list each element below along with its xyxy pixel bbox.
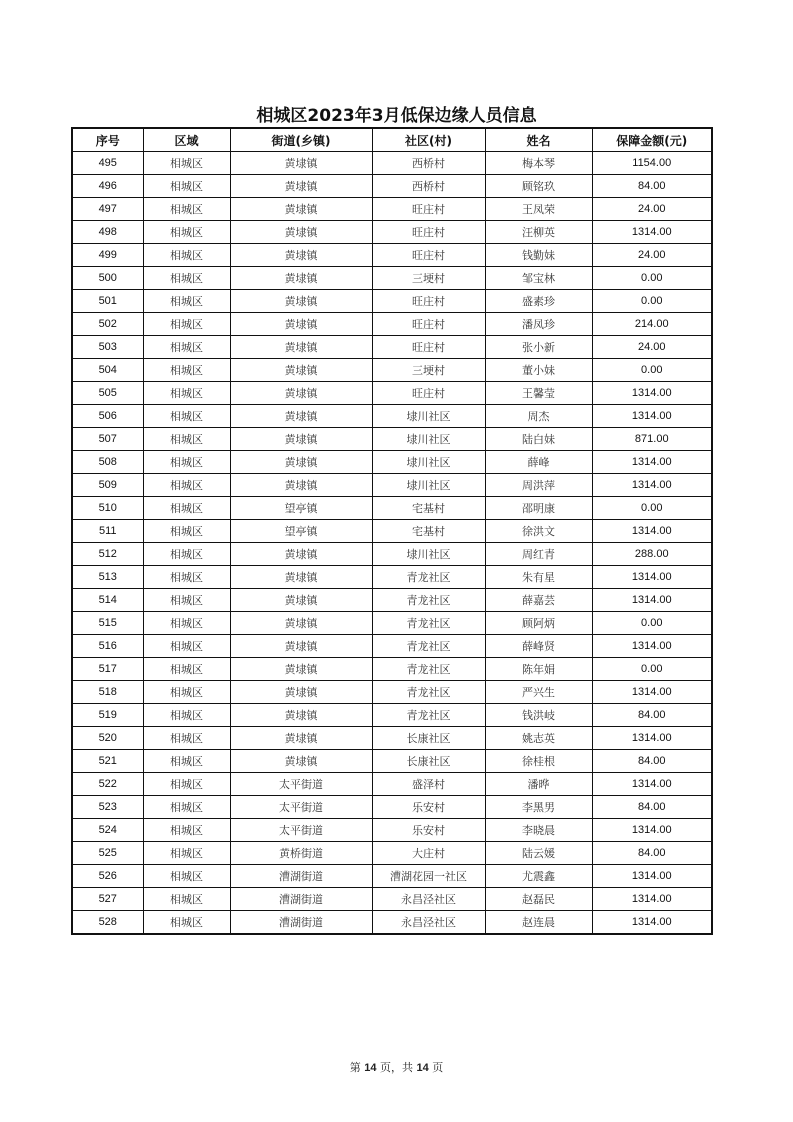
cell-name: 徐洪文 [485, 520, 592, 543]
table-row [72, 819, 712, 842]
cell-district: 相城区 [143, 267, 230, 290]
cell-amount: 24.00 [592, 336, 712, 359]
cell-street: 黄埭镇 [230, 635, 372, 658]
table-row [72, 198, 712, 221]
cell-community: 大庄村 [372, 842, 485, 865]
cell-community: 永昌泾社区 [372, 888, 485, 911]
cell-street: 太平街道 [230, 773, 372, 796]
cell-amount: 1314.00 [592, 911, 712, 935]
cell-index: 508 [72, 451, 143, 474]
cell-district: 相城区 [143, 198, 230, 221]
table-row [72, 175, 712, 198]
page-footer [0, 1059, 793, 1075]
cell-amount: 0.00 [592, 267, 712, 290]
footer-prefix: 第 [349, 1061, 361, 1074]
table-row [72, 244, 712, 267]
cell-amount: 1314.00 [592, 451, 712, 474]
cell-community: 乐安村 [372, 819, 485, 842]
cell-amount: 1314.00 [592, 819, 712, 842]
table-row [72, 842, 712, 865]
table-row [72, 221, 712, 244]
cell-community: 青龙社区 [372, 612, 485, 635]
table-row [72, 267, 712, 290]
cell-street: 漕湖街道 [230, 865, 372, 888]
cell-community: 埭川社区 [372, 428, 485, 451]
cell-name: 朱有星 [485, 566, 592, 589]
table-row [72, 911, 712, 935]
cell-community: 青龙社区 [372, 589, 485, 612]
cell-amount: 0.00 [592, 658, 712, 681]
table-row [72, 658, 712, 681]
cell-amount: 1314.00 [592, 566, 712, 589]
table-row [72, 474, 712, 497]
cell-community: 埭川社区 [372, 474, 485, 497]
cell-name: 周红青 [485, 543, 592, 566]
cell-amount: 1314.00 [592, 888, 712, 911]
cell-street: 黄埭镇 [230, 405, 372, 428]
cell-name: 顾铭玖 [485, 175, 592, 198]
cell-name: 董小妹 [485, 359, 592, 382]
cell-name: 赵磊民 [485, 888, 592, 911]
cell-index: 528 [72, 911, 143, 935]
cell-street: 太平街道 [230, 796, 372, 819]
cell-street: 黄埭镇 [230, 336, 372, 359]
column-header-name: 姓名 [485, 128, 592, 152]
cell-index: 522 [72, 773, 143, 796]
cell-district: 相城区 [143, 750, 230, 773]
cell-street: 黄桥街道 [230, 842, 372, 865]
cell-street: 黄埭镇 [230, 612, 372, 635]
cell-community: 埭川社区 [372, 405, 485, 428]
cell-amount: 214.00 [592, 313, 712, 336]
cell-name: 汪柳英 [485, 221, 592, 244]
cell-district: 相城区 [143, 175, 230, 198]
cell-index: 496 [72, 175, 143, 198]
column-header-index: 序号 [72, 128, 143, 152]
table-row [72, 428, 712, 451]
cell-index: 502 [72, 313, 143, 336]
cell-amount: 1314.00 [592, 474, 712, 497]
cell-name: 赵连晨 [485, 911, 592, 935]
column-header-community: 社区(村) [372, 128, 485, 152]
cell-community: 三埂村 [372, 267, 485, 290]
cell-community: 西桥村 [372, 152, 485, 175]
cell-district: 相城区 [143, 589, 230, 612]
cell-amount: 1314.00 [592, 865, 712, 888]
cell-index: 504 [72, 359, 143, 382]
cell-community: 长康社区 [372, 727, 485, 750]
cell-community: 永昌泾社区 [372, 911, 485, 935]
cell-amount: 1154.00 [592, 152, 712, 175]
cell-community: 宅基村 [372, 497, 485, 520]
table-header-row [72, 128, 712, 152]
cell-amount: 84.00 [592, 175, 712, 198]
cell-street: 黄埭镇 [230, 589, 372, 612]
total-page-number: 14 [416, 1062, 429, 1074]
cell-district: 相城区 [143, 313, 230, 336]
cell-district: 相城区 [143, 842, 230, 865]
table-row [72, 520, 712, 543]
cell-index: 527 [72, 888, 143, 911]
cell-amount: 84.00 [592, 796, 712, 819]
cell-community: 青龙社区 [372, 681, 485, 704]
cell-index: 500 [72, 267, 143, 290]
table-row [72, 566, 712, 589]
cell-amount: 84.00 [592, 842, 712, 865]
cell-amount: 1314.00 [592, 635, 712, 658]
cell-district: 相城区 [143, 520, 230, 543]
cell-district: 相城区 [143, 359, 230, 382]
cell-street: 黄埭镇 [230, 451, 372, 474]
table-row [72, 681, 712, 704]
table-row [72, 405, 712, 428]
table-row [72, 773, 712, 796]
cell-index: 507 [72, 428, 143, 451]
cell-district: 相城区 [143, 336, 230, 359]
cell-street: 黄埭镇 [230, 290, 372, 313]
cell-district: 相城区 [143, 704, 230, 727]
cell-district: 相城区 [143, 382, 230, 405]
cell-community: 埭川社区 [372, 543, 485, 566]
cell-name: 薛嘉芸 [485, 589, 592, 612]
cell-index: 495 [72, 152, 143, 175]
table-row [72, 359, 712, 382]
cell-index: 514 [72, 589, 143, 612]
table-row [72, 796, 712, 819]
cell-district: 相城区 [143, 865, 230, 888]
column-header-street: 街道(乡镇) [230, 128, 372, 152]
cell-street: 黄埭镇 [230, 727, 372, 750]
table-row [72, 727, 712, 750]
cell-name: 陆云媛 [485, 842, 592, 865]
cell-street: 黄埭镇 [230, 704, 372, 727]
table-row [72, 290, 712, 313]
cell-index: 510 [72, 497, 143, 520]
current-page-number: 14 [364, 1062, 377, 1074]
cell-community: 青龙社区 [372, 635, 485, 658]
cell-name: 张小新 [485, 336, 592, 359]
cell-community: 埭川社区 [372, 451, 485, 474]
cell-district: 相城区 [143, 796, 230, 819]
cell-district: 相城区 [143, 911, 230, 935]
cell-name: 薛峰 [485, 451, 592, 474]
cell-index: 517 [72, 658, 143, 681]
cell-amount: 84.00 [592, 750, 712, 773]
cell-community: 旺庄村 [372, 313, 485, 336]
cell-name: 严兴生 [485, 681, 592, 704]
table-row [72, 313, 712, 336]
cell-district: 相城区 [143, 221, 230, 244]
cell-district: 相城区 [143, 474, 230, 497]
cell-name: 王馨莹 [485, 382, 592, 405]
cell-street: 黄埭镇 [230, 658, 372, 681]
data-table [71, 127, 713, 935]
cell-amount: 0.00 [592, 612, 712, 635]
cell-index: 498 [72, 221, 143, 244]
cell-street: 黄埭镇 [230, 566, 372, 589]
cell-street: 望亭镇 [230, 520, 372, 543]
cell-street: 黄埭镇 [230, 244, 372, 267]
cell-community: 乐安村 [372, 796, 485, 819]
cell-district: 相城区 [143, 405, 230, 428]
cell-street: 漕湖街道 [230, 888, 372, 911]
cell-district: 相城区 [143, 681, 230, 704]
cell-district: 相城区 [143, 658, 230, 681]
cell-district: 相城区 [143, 773, 230, 796]
cell-name: 盛素珍 [485, 290, 592, 313]
cell-district: 相城区 [143, 497, 230, 520]
cell-index: 505 [72, 382, 143, 405]
cell-street: 黄埭镇 [230, 474, 372, 497]
cell-district: 相城区 [143, 888, 230, 911]
table-row [72, 888, 712, 911]
cell-name: 邹宝林 [485, 267, 592, 290]
cell-amount: 1314.00 [592, 727, 712, 750]
cell-community: 盛泽村 [372, 773, 485, 796]
cell-index: 520 [72, 727, 143, 750]
cell-index: 521 [72, 750, 143, 773]
column-header-district: 区域 [143, 128, 230, 152]
footer-mid: 页，共 [380, 1061, 413, 1074]
cell-index: 525 [72, 842, 143, 865]
cell-district: 相城区 [143, 451, 230, 474]
cell-index: 516 [72, 635, 143, 658]
cell-district: 相城区 [143, 428, 230, 451]
cell-street: 望亭镇 [230, 497, 372, 520]
cell-street: 黄埭镇 [230, 198, 372, 221]
cell-district: 相城区 [143, 635, 230, 658]
cell-name: 潘凤珍 [485, 313, 592, 336]
cell-index: 513 [72, 566, 143, 589]
cell-community: 旺庄村 [372, 336, 485, 359]
cell-district: 相城区 [143, 566, 230, 589]
cell-street: 黄埭镇 [230, 313, 372, 336]
cell-index: 499 [72, 244, 143, 267]
cell-community: 青龙社区 [372, 658, 485, 681]
table-row [72, 750, 712, 773]
table-row [72, 451, 712, 474]
cell-index: 511 [72, 520, 143, 543]
cell-amount: 1314.00 [592, 773, 712, 796]
cell-name: 薛峰贤 [485, 635, 592, 658]
cell-amount: 1314.00 [592, 520, 712, 543]
cell-name: 尤震鑫 [485, 865, 592, 888]
cell-amount: 1314.00 [592, 221, 712, 244]
table-row [72, 612, 712, 635]
footer-suffix: 页 [432, 1061, 444, 1074]
document-title: 相城区2023年3月低保边缘人员信息 [256, 106, 537, 126]
cell-community: 旺庄村 [372, 290, 485, 313]
cell-district: 相城区 [143, 819, 230, 842]
cell-street: 黄埭镇 [230, 750, 372, 773]
cell-amount: 24.00 [592, 244, 712, 267]
cell-community: 旺庄村 [372, 382, 485, 405]
cell-name: 李晓晨 [485, 819, 592, 842]
cell-index: 519 [72, 704, 143, 727]
cell-index: 497 [72, 198, 143, 221]
table-row [72, 543, 712, 566]
cell-district: 相城区 [143, 152, 230, 175]
cell-name: 王凤荣 [485, 198, 592, 221]
cell-name: 顾阿炳 [485, 612, 592, 635]
cell-amount: 1314.00 [592, 589, 712, 612]
table-row [72, 152, 712, 175]
cell-index: 506 [72, 405, 143, 428]
cell-amount: 84.00 [592, 704, 712, 727]
cell-index: 526 [72, 865, 143, 888]
cell-index: 512 [72, 543, 143, 566]
cell-community: 旺庄村 [372, 221, 485, 244]
cell-amount: 1314.00 [592, 382, 712, 405]
cell-name: 李黑男 [485, 796, 592, 819]
cell-district: 相城区 [143, 612, 230, 635]
cell-name: 潘晔 [485, 773, 592, 796]
cell-name: 邵明康 [485, 497, 592, 520]
cell-community: 长康社区 [372, 750, 485, 773]
cell-index: 503 [72, 336, 143, 359]
cell-amount: 0.00 [592, 290, 712, 313]
table-body [72, 152, 712, 935]
cell-amount: 871.00 [592, 428, 712, 451]
cell-amount: 24.00 [592, 198, 712, 221]
cell-district: 相城区 [143, 543, 230, 566]
cell-name: 周杰 [485, 405, 592, 428]
cell-district: 相城区 [143, 727, 230, 750]
cell-street: 太平街道 [230, 819, 372, 842]
cell-street: 黄埭镇 [230, 267, 372, 290]
cell-district: 相城区 [143, 290, 230, 313]
cell-street: 黄埭镇 [230, 175, 372, 198]
table-row [72, 497, 712, 520]
table-row [72, 589, 712, 612]
cell-name: 周洪萍 [485, 474, 592, 497]
cell-index: 501 [72, 290, 143, 313]
cell-street: 黄埭镇 [230, 681, 372, 704]
cell-street: 黄埭镇 [230, 359, 372, 382]
cell-community: 西桥村 [372, 175, 485, 198]
cell-street: 黄埭镇 [230, 152, 372, 175]
cell-street: 黄埭镇 [230, 221, 372, 244]
cell-street: 黄埭镇 [230, 543, 372, 566]
cell-index: 515 [72, 612, 143, 635]
cell-name: 梅本琴 [485, 152, 592, 175]
cell-community: 三埂村 [372, 359, 485, 382]
cell-community: 漕湖花园一社区 [372, 865, 485, 888]
cell-community: 青龙社区 [372, 566, 485, 589]
cell-amount: 288.00 [592, 543, 712, 566]
cell-street: 黄埭镇 [230, 428, 372, 451]
cell-amount: 1314.00 [592, 405, 712, 428]
cell-amount: 0.00 [592, 497, 712, 520]
cell-community: 宅基村 [372, 520, 485, 543]
cell-name: 陈年娟 [485, 658, 592, 681]
table-row [72, 635, 712, 658]
cell-index: 523 [72, 796, 143, 819]
cell-index: 509 [72, 474, 143, 497]
table-row [72, 865, 712, 888]
table-row [72, 336, 712, 359]
cell-street: 漕湖街道 [230, 911, 372, 935]
cell-street: 黄埭镇 [230, 382, 372, 405]
cell-index: 518 [72, 681, 143, 704]
cell-community: 青龙社区 [372, 704, 485, 727]
cell-name: 陆白妹 [485, 428, 592, 451]
cell-name: 钱勤妹 [485, 244, 592, 267]
cell-district: 相城区 [143, 244, 230, 267]
table-row [72, 382, 712, 405]
table-row [72, 704, 712, 727]
cell-amount: 1314.00 [592, 681, 712, 704]
cell-name: 徐桂根 [485, 750, 592, 773]
cell-name: 姚志英 [485, 727, 592, 750]
cell-amount: 0.00 [592, 359, 712, 382]
column-header-amount: 保障金额(元) [592, 128, 712, 152]
cell-community: 旺庄村 [372, 198, 485, 221]
cell-community: 旺庄村 [372, 244, 485, 267]
cell-name: 钱洪岐 [485, 704, 592, 727]
cell-index: 524 [72, 819, 143, 842]
